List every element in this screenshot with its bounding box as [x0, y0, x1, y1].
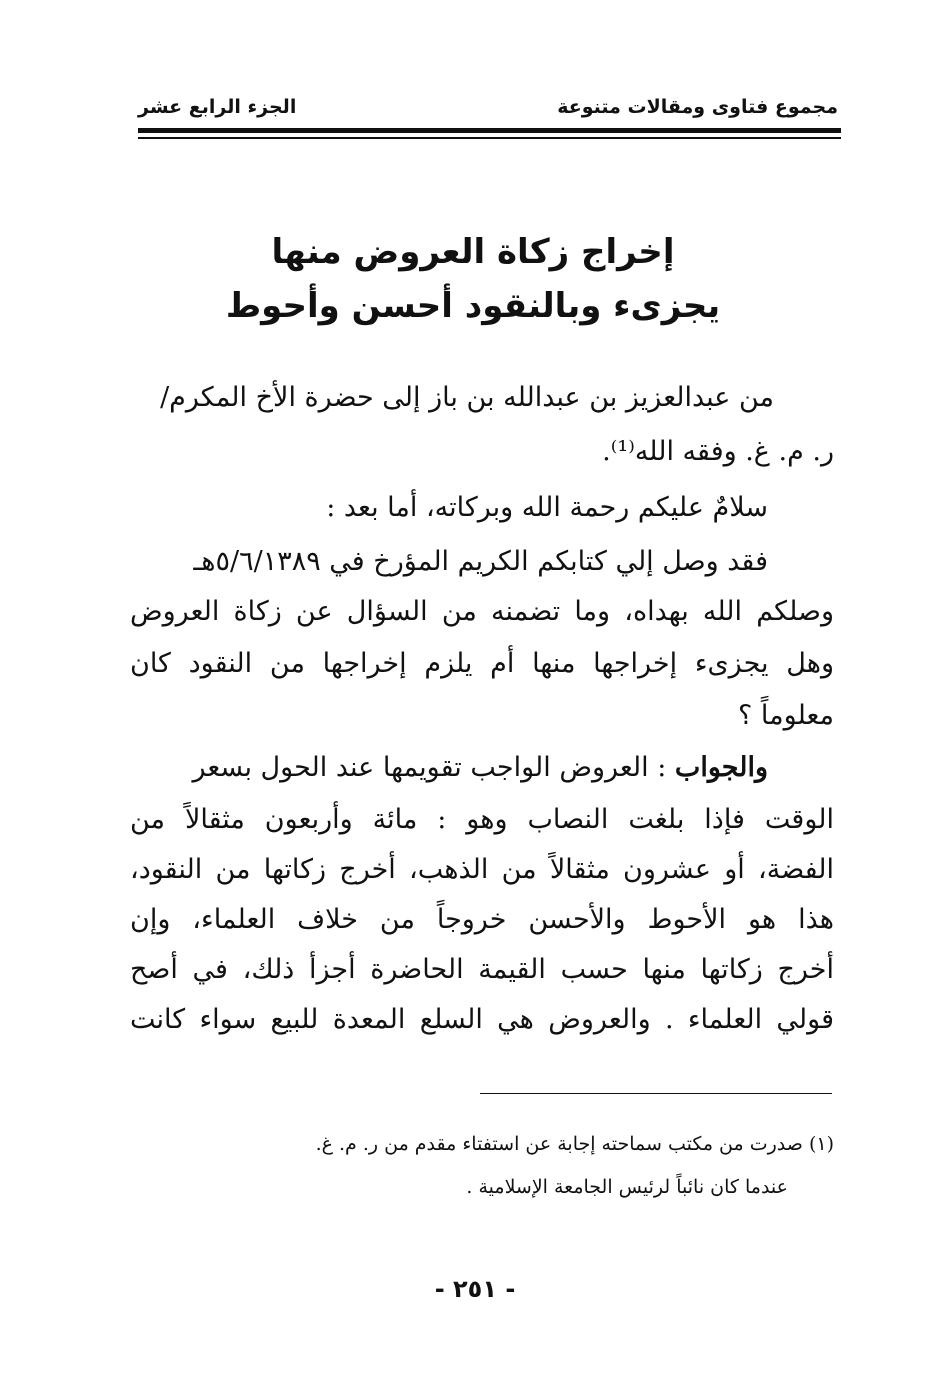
- answer-line-5: أخرج زكاتها منها حسب القيمة الحاضرة أجزأ ذلك، في أصح: [130, 954, 834, 985]
- address-line-1: من عبدالعزيز بن عبدالله بن باز إلى حضرة الأخ المكرم/: [160, 382, 774, 413]
- answer-line-1: [192, 752, 768, 783]
- answer-lead-word: والجواب: [674, 752, 768, 783]
- paragraph-1-line-4: معلوماً ؟: [738, 700, 834, 731]
- header-volume: الجزء الرابع عشر: [138, 96, 297, 118]
- answer-line-6: قولي العلماء . والعروض هي السلع المعدة للبيع سواء كانت: [130, 1004, 834, 1035]
- article-title-line-2: يجزىء وبالنقود أحسن وأحوط: [225, 286, 721, 326]
- answer-line-3: الفضة، أو عشرون مثقالاً من الذهب، أخرج زكاتها من النقود،: [130, 854, 834, 885]
- answer-line-4: هذا هو الأحوط والأحسن خروجاً من خلاف العلماء، وإن: [130, 904, 834, 935]
- footnote-line-1: (١) صدرت من مكتب سماحته إجابة عن استفتاء مقدم من ر. م. غ.: [315, 1133, 834, 1155]
- running-header: [138, 96, 838, 126]
- paragraph-1-line-1: فقد وصل إلي كتابكم الكريم المؤرخ في ٥/٦/١٣٨٩هـ: [193, 546, 768, 577]
- paragraph-1-line-3: وهل يجزىء إخراجها منها أم يلزم إخراجها من النقود كان: [130, 648, 834, 679]
- article-title-line-1: إخراج زكاة العروض منها: [271, 232, 675, 272]
- header-book-title: مجموع فتاوى ومقالات متنوعة: [557, 96, 838, 118]
- greeting-line: سلامٌ عليكم رحمة الله وبركاته، أما بعد :: [326, 492, 768, 523]
- header-rule-thick: [138, 128, 841, 133]
- address-line-2: ر. م. غ. وفقه الله⁽¹⁾.: [602, 436, 834, 467]
- header-rule-thin: [138, 137, 841, 139]
- page-number: - ٢٥١ -: [434, 1275, 516, 1303]
- answer-line-1-rest: : العروض الواجب تقويمها عند الحول بسعر: [192, 752, 675, 783]
- paragraph-1-line-2: وصلكم الله بهداه، وما تضمنه من السؤال عن زكاة العروض: [130, 596, 834, 627]
- answer-line-2: الوقت فإذا بلغت النصاب وهو : مائة وأربعون مثقالاً من: [130, 804, 834, 835]
- footnote-line-2: عندما كان نائباً لرئيس الجامعة الإسلامية .: [466, 1176, 788, 1198]
- footnote-rule: [480, 1093, 832, 1094]
